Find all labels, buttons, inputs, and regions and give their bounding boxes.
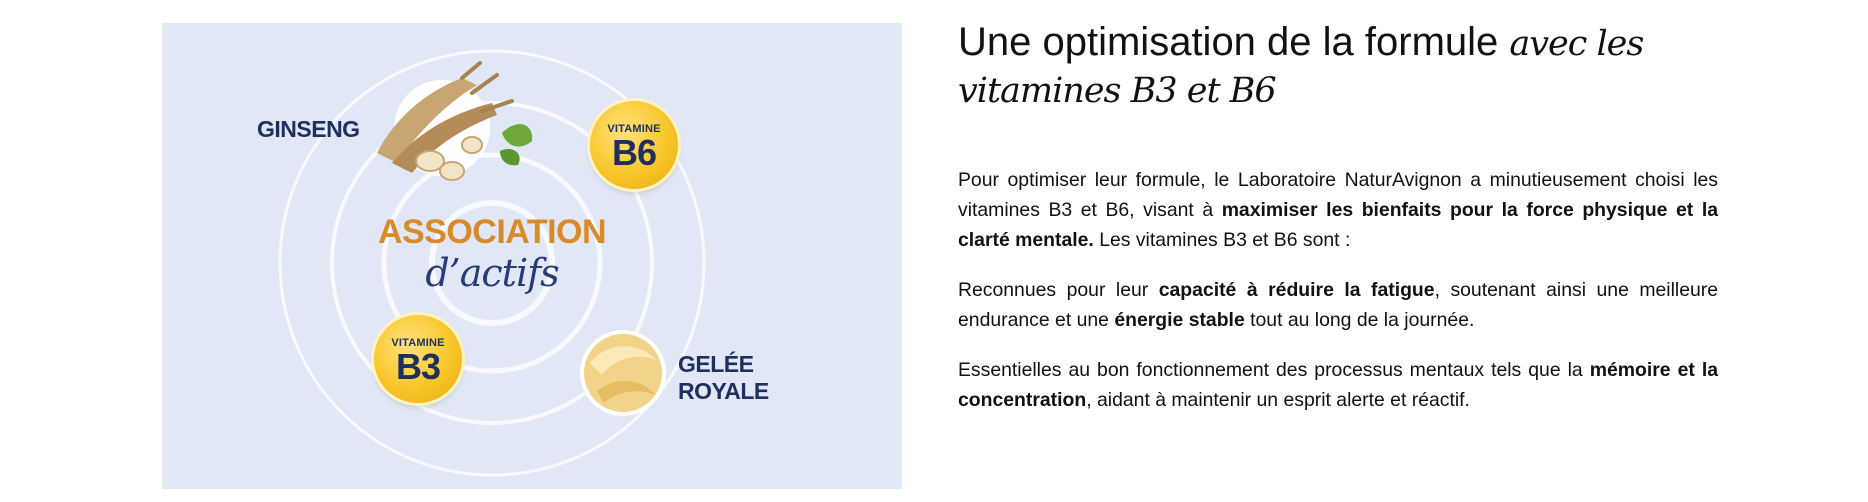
- p2-text-a: Reconnues pour leur: [958, 279, 1159, 301]
- vitamin-b6-small-label: VITAMINE: [607, 123, 661, 135]
- paragraph-fatigue: [958, 275, 1718, 335]
- association-sub-text: d’actifs: [425, 251, 559, 295]
- p1-bold: maximiser les bienfaits pour la force physique et la clarté mentale.: [958, 199, 1718, 251]
- p2-bold-fatigue: capacité à réduire la fatigue: [1158, 279, 1435, 301]
- paragraph-mental: [958, 355, 1718, 415]
- gelee-royale-label: [678, 351, 769, 405]
- gelee-label-line2: ROYALE: [678, 378, 769, 404]
- p2-text-e: tout au long de la journée.: [1244, 309, 1475, 331]
- p2-bold-energy: énergie stable: [1114, 309, 1245, 331]
- p1-text-a: Pour optimiser leur formule, le Laboratoire NaturAvignon a minutieusement choisi les vitamines B3 et B6, visant à: [958, 169, 1718, 221]
- title-regular: Une optimisation de la formule: [958, 20, 1499, 64]
- gelee-label-line1: GELÉE: [678, 351, 754, 377]
- p2-text-c: , soutenant ainsi une meilleure endurance et une: [958, 279, 1719, 331]
- content-column: [958, 20, 1718, 415]
- ingredients-illustration: [162, 23, 902, 489]
- vitamin-b6-badge: [590, 101, 678, 189]
- ginseng-root-icon: [377, 63, 532, 180]
- vitamin-b3-big-label: B3: [395, 346, 441, 387]
- royal-jelly-icon: [580, 330, 666, 416]
- vitamin-b6-big-label: B6: [611, 132, 657, 173]
- p1-text-c: Les vitamines B3 et B6 sont :: [1093, 229, 1351, 251]
- p3-text-a: Essentielles au bon fonctionnement des processus mentaux tels que la: [958, 359, 1590, 381]
- association-main-text: ASSOCIATION: [377, 213, 607, 251]
- paragraph-intro: [958, 165, 1718, 255]
- vitamin-b3-small-label: VITAMINE: [391, 337, 445, 349]
- ginseng-label: GINSENG: [257, 116, 360, 142]
- p3-bold: mémoire et la concentration: [958, 359, 1718, 411]
- title-italic: avec les vitamines B3 et B6: [958, 24, 1644, 111]
- p3-text-c: , aidant à maintenir un esprit alerte et réactif.: [1086, 389, 1470, 411]
- vitamin-b3-badge: [374, 315, 462, 403]
- section-title: [958, 20, 1718, 114]
- association-heading: [362, 213, 622, 295]
